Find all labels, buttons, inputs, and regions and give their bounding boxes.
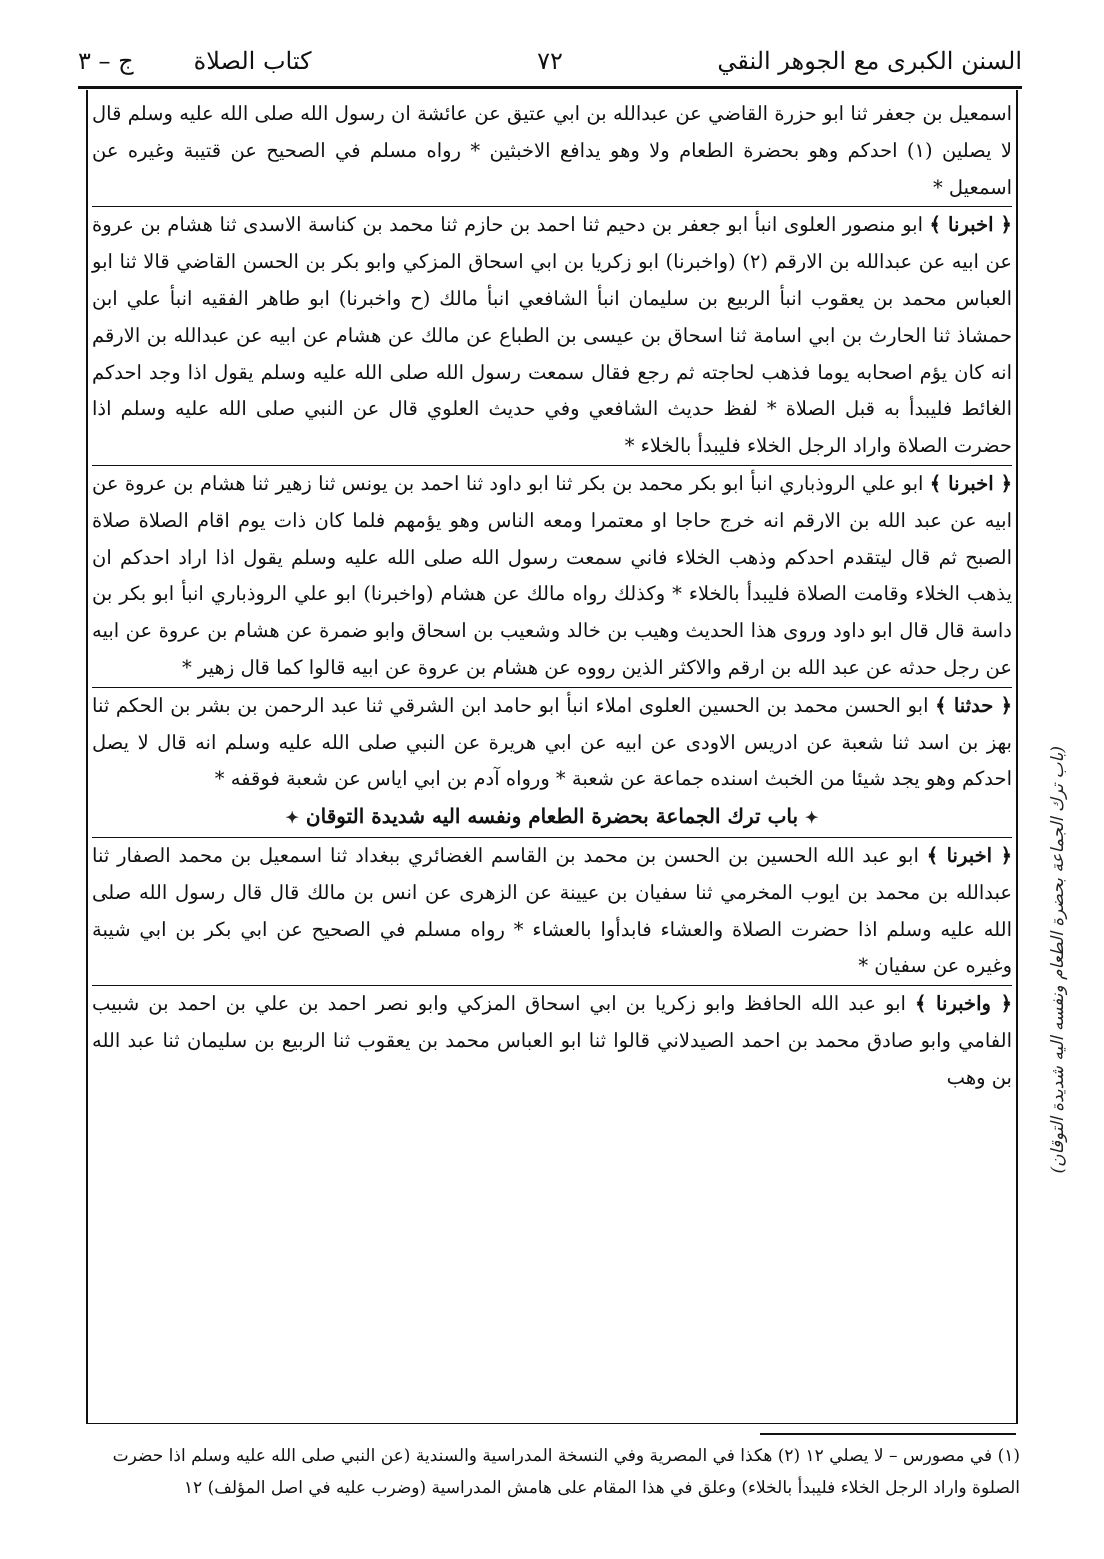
ornament-right-icon: ✦: [805, 808, 819, 828]
paragraph-label: ﴿ اخبرنا ﴾: [926, 843, 1012, 867]
page-header: [78, 40, 1022, 82]
footnotes: [80, 1440, 1020, 1504]
margin-note: [1030, 680, 1086, 1240]
paragraph-text: ابو الحسن محمد بن الحسين العلوى املاء انبأ ابو حامد ابن الشرقي ثنا عبد الرحمن بن بشر بن الحكم ثنا بهز بن اسد ثنا شعبة عن ادريس الاودى عن ابيه عن ابي هريرة عن النبي صلى الله عليه وسلم انه قال لا يصل احدكم وهو يجد شيئا من الخبث اسنده جماعة عن شعبة * ورواه آدم بن ابي اياس عن شعبة فوقفه *: [92, 693, 1012, 791]
paragraph-text: ابو عبد الله الحسين بن الحسن بن محمد بن القاسم الغضائري ببغداد ثنا اسمعيل بن محمد الصفار ثنا عبدالله بن محمد بن ايوب المخرمي ثنا سفيان بن عيينة عن الزهرى عن انس بن مالك قال قال رسول الله صلى الله عليه وسلم اذا حضرت الصلاة والعشاء فابدأوا بالعشاء * رواه مسلم في الصحيح عن ابي بكر بن ابي شيبة وغيره عن سفيان *: [92, 843, 1012, 978]
paragraph-3: [92, 465, 1012, 687]
paragraph-label: ﴿ حدثنا ﴾: [935, 693, 1012, 717]
footnote-rule: [760, 1433, 1016, 1435]
page-number: ٧٢: [537, 47, 563, 75]
footnote-line: الصلوة واراد الرجل الخلاء فليبدأ بالخلاء) وعلق في هذا المقام على هامش المدراسية (وضرب عليه في اصل المؤلف) ١٢: [183, 1478, 1020, 1498]
paragraph-text: ابو عبد الله الحافظ وابو زكريا بن ابي اسحاق المزكي وابو نصر احمد بن علي بن احمد بن شبيب الفامي وابو صادق محمد بن احمد الصيدلاني قالوا ثنا ابو العباس محمد بن يعقوب ثنا الربيع بن سليمان ثنا عبد الله بن وهب: [92, 992, 1012, 1089]
paragraph-4: [92, 687, 1012, 798]
paragraph-2: [92, 206, 1012, 465]
paragraph-1: [92, 96, 1012, 206]
chapter-heading: [92, 798, 1012, 837]
footnote-line: (١) في مصورس – لا يصلي ١٢ (٢) هكذا في المصرية وفي النسخة المدراسية والسندية (عن النبي صلى الله عليه وسلم اذا حضرت: [112, 1446, 1020, 1466]
margin-note-text: (باب ترك الجماعة بحضرة الطعام ونفسه اليه شديدة التوقان): [1048, 746, 1068, 1174]
paragraph-text: ابو منصور العلوى انبأ ابو جعفر بن دحيم ثنا احمد بن حازم ثنا محمد بن كناسة الاسدى ثنا هشام بن عروة عن ابيه عن عبدالله بن الارقم (٢) (واخبرنا) ابو زكريا بن ابي اسحاق المزكي وابو بكر بن الحسن القاضي قالا ثنا ابو العباس محمد بن يعقوب انبأ الربيع بن سليمان انبأ الشافعي انبأ مالك (ح واخبرنا) ابو طاهر الفقيه انبأ علي ابن حمشاذ ثنا الحارث بن ابي اسامة ثنا اسحاق بن عيسى بن الطباع عن مالك عن هشام عن ابيه عن عبدالله بن الارقم انه كان يؤم اصحابه يوما فذهب لحاجته ثم رجع فقال سمعت رسول الله صلى الله عليه وسلم يقول اذا وجد احدكم الغائط فليبدأ به قبل الصلاة * لفظ حديث الشافعي وفي حديث العلوي قال عن النبي صلى الله عليه وسلم اذا حضرت الصلاة واراد الرجل الخلاء فليبدأ بالخلاء *: [92, 213, 1012, 458]
chapter-heading-text: باب ترك الجماعة بحضرة الطعام ونفسه اليه شديدة التوقان: [305, 804, 799, 829]
paragraph-text: اسمعيل بن جعفر ثنا ابو حزرة القاضي عن عبدالله بن ابي عتيق عن عائشة ان رسول الله صلى الله عليه وسلم قال لا يصلين (١) احدكم وهو بحضرة الطعام ولا وهو يدافع الاخبثين * رواه مسلم في الصحيح عن قتيبة وغيره عن اسمعيل *: [92, 102, 1012, 199]
section-title: كتاب الصلاة: [193, 47, 312, 75]
paragraph-text: ابو علي الروذباري انبأ ابو بكر محمد بن بكر ثنا ابو داود ثنا احمد بن يونس ثنا زهير ثنا هشام بن عروة عن ابيه عن عبد الله بن الارقم انه خرج حاجا او معتمرا ومعه الناس وهو يؤمهم فلما كان ذات يوم اقام الصلاة صلاة الصبح ثم قال ليتقدم احدكم وذهب الخلاء فاني سمعت رسول الله صلى الله عليه وسلم يقول اذا اراد احدكم ان يذهب الخلاء وقامت الصلاة فليبدأ بالخلاء * وكذلك رواه مالك عن هشام (واخبرنا) ابو علي الروذباري انبأ ابو بكر بن داسة قال قال ابو داود وروى هذا الحديث وهيب بن خالد وشعيب بن اسحاق وابو ضمرة عن هشام بن عروة عن ابيه عن رجل حدثه عن عبد الله بن ارقم والاكثر الذين رووه عن هشام بن عروة عن ابيه قالوا كما قال زهير *: [92, 471, 1012, 679]
paragraph-6: [92, 985, 1012, 1096]
paragraph-label: ﴿ اخبرنا ﴾: [929, 213, 1012, 237]
header-left-group: [78, 47, 312, 75]
paragraph-5: [92, 837, 1012, 985]
paragraph-label: ﴿ واخبرنا ﴾: [915, 992, 1012, 1016]
volume-label: ج – ٣: [78, 47, 134, 75]
ornament-left-icon: ✦: [285, 808, 299, 828]
header-rule: [78, 86, 1022, 89]
paragraph-label: ﴿ اخبرنا ﴾: [929, 471, 1013, 495]
book-title: السنن الكبرى مع الجوهر النقي: [717, 47, 1022, 75]
main-text: [92, 96, 1012, 1097]
